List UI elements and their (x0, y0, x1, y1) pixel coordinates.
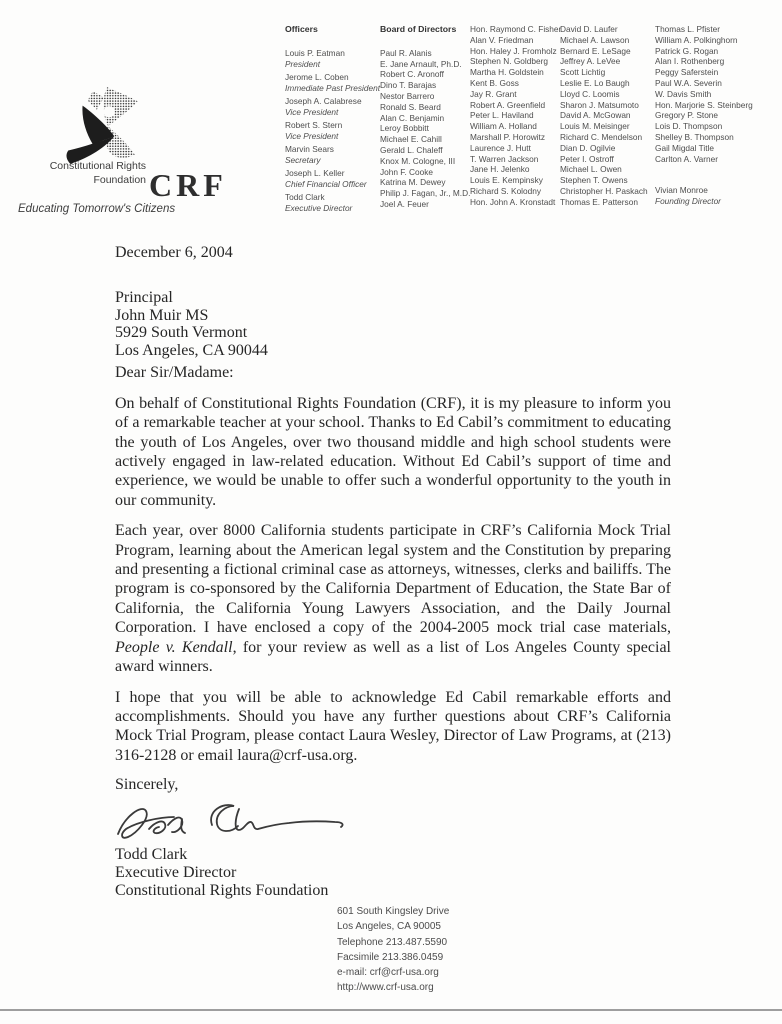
board-member: Stephen T. Owens (560, 175, 628, 186)
board-member: Thomas E. Patterson (560, 196, 638, 207)
board-member: Knox M. Cologne, III (380, 155, 456, 166)
board-member: Laurence J. Hutt (470, 142, 531, 153)
board-member: Philip J. Fagan, Jr., M.D. (380, 188, 471, 199)
founding-director-name: Vivian Monroe (655, 185, 708, 196)
officer-title: Executive Director (285, 202, 353, 213)
board-member: Alan I. Rothenberg (655, 56, 725, 67)
board-member: Hon. John A. Kronstadt (470, 196, 556, 207)
board-list-2 (470, 24, 561, 208)
officer-name: Jerome L. Coben (285, 71, 349, 82)
recipient-line: 5929 South Vermont (115, 324, 248, 342)
board-column-4 (655, 24, 753, 207)
letter-paragraph (115, 688, 671, 766)
board-member: Bernard E. LeSage (560, 45, 631, 56)
officer-entry (285, 72, 380, 94)
board-member: Hon. Marjorie S. Steinberg (655, 99, 753, 110)
board-member: Paul R. Alanis (380, 47, 432, 58)
board-member: Michael A. Lawson (560, 34, 630, 45)
board-member: Stephen N. Goldberg (470, 56, 548, 67)
board-member: Katrina M. Dewey (380, 177, 446, 188)
org-abbrev: CRF (149, 167, 227, 203)
recipient-line: Principal (115, 289, 173, 307)
board-member: Jeffrey A. LeVee (560, 56, 621, 67)
paragraphs (115, 394, 671, 765)
board-list-1 (380, 48, 470, 210)
officers-list (285, 48, 380, 214)
board-column-1 (380, 24, 470, 210)
contact-line: 601 South Kingsley Drive (337, 906, 450, 917)
recipient-address (115, 289, 671, 359)
officer-name: Marvin Sears (285, 143, 334, 154)
board-member: Peter L. Haviland (470, 110, 534, 121)
board-member: Ronald S. Beard (380, 101, 441, 112)
board-member: Dian D. Ogilvie (560, 142, 616, 153)
board-member: E. Jane Arnault, Ph.D. (380, 58, 462, 69)
officers-heading: Officers (285, 24, 318, 34)
contact-line: e-mail: crf@crf-usa.org (337, 967, 439, 979)
officer-name: Joseph A. Calabrese (285, 95, 362, 106)
board-member: Richard C. Mendelson (560, 131, 643, 142)
officer-title: Chief Financial Officer (285, 178, 367, 189)
board-column-2 (470, 24, 561, 208)
board-member: Robert C. Aronoff (380, 69, 444, 80)
board-member: John F. Cooke (380, 166, 434, 177)
paragraph-text: Each year, over 8000 California students participate in CRF’s California Mock Trial Program, learning about the American legal system and the Constitution by preparing and presenting a fictional criminal case as attorneys, witnesses, clerks and bailiffs. The program is co-sponsored by the California Department of Education, the State Bar of California, the California Young Lawyers Association, and the Daily Journal Corporation. I have enclosed a copy of the 2004-2005 mock trial case materials, (115, 522, 671, 637)
founding-director-block (655, 185, 753, 207)
board-member: Michael L. Owen (560, 164, 622, 175)
recipient-line: John Muir MS (115, 306, 209, 324)
board-member: Dino T. Barajas (380, 80, 437, 91)
board-member: T. Warren Jackson (470, 153, 539, 164)
board-member: Richard S. Kolodny (470, 185, 542, 196)
board-member: Christopher H. Paskach (560, 185, 648, 196)
board-member: Kent B. Goss (470, 77, 519, 88)
scan-edge-line (0, 1009, 782, 1011)
signature-handwriting (115, 798, 355, 848)
board-member: Scott Lichtig (560, 67, 606, 78)
contact-line: http://www.crf-usa.org (337, 982, 434, 994)
paragraph-text: On behalf of Constitutional Rights Foundation (CRF), it is my pleasure to inform you of a remarkable teacher at your school. Thanks to Ed Cabil’s commitment to educating the youth of Los Angeles, over two thousand middle and high school students were actively engaged in law-related education. Without Ed Cabil’s support of time and experience, we would be unable to offer such a wonderful opportunity to the youth in our community. (115, 394, 671, 509)
board-member: Paul W.A. Severin (655, 77, 722, 88)
board-list-4 (655, 24, 753, 164)
letter-paragraph (115, 521, 671, 676)
officer-entry (285, 48, 380, 70)
paragraph-text: , for your review as well as a list of Los Angeles County special award winners. (115, 638, 672, 676)
board-list-3 (560, 24, 648, 208)
officer-entry (285, 192, 380, 214)
letter-paragraph (115, 394, 671, 510)
board-member: Hon. Haley J. Fromholz (470, 45, 557, 56)
board-member: Peggy Saferstein (655, 67, 719, 78)
officer-entry (285, 96, 380, 118)
signer-line: Executive Director (115, 863, 237, 881)
board-member: Jane H. Jelenko (470, 164, 530, 175)
officer-entry (285, 144, 380, 166)
contact-block (337, 904, 449, 996)
paragraph-text: I hope that you will be able to acknowledge Ed Cabil remarkable efforts and accomplishments. Should you have any further questions about CRF’s California Mock Trial Program, please contact Laura Wesley, Director of Law Programs, at (213) 316-2128 or email laura@crf-usa.org. (115, 688, 671, 764)
board-member: David A. McGowan (560, 110, 631, 121)
officer-title: Immediate Past President (285, 82, 380, 93)
board-member: Michael E. Cahill (380, 134, 442, 145)
board-member: Leslie E. Lo Baugh (560, 77, 630, 88)
signer-line: Constitutional Rights Foundation (115, 881, 329, 899)
closing: Sincerely, (115, 776, 179, 794)
board-member: Robert A. Greenfield (470, 99, 546, 110)
board-member: Lois D. Thompson (655, 121, 723, 132)
officer-name: Joseph L. Keller (285, 167, 345, 178)
signer-block (115, 846, 671, 900)
board-member: W. Davis Smith (655, 88, 712, 99)
contact-line: Facsimile 213.386.0459 (337, 951, 444, 963)
letter-body (115, 243, 671, 900)
board-member: Patrick G. Rogan (655, 45, 719, 56)
board-member: Sharon J. Matsumoto (560, 99, 639, 110)
case-title: People v. Kendall (115, 638, 233, 656)
contact-line: Los Angeles, CA 90005 (337, 921, 441, 933)
board-member: William A. Polkinghorn (655, 34, 738, 45)
board-member: Hon. Raymond C. Fisher (470, 24, 562, 34)
officer-title: Vice President (285, 130, 339, 141)
org-name (26, 160, 146, 187)
board-member: Martha H. Goldstein (470, 67, 544, 78)
recipient-line: Los Angeles, CA 90044 (115, 341, 268, 359)
org-name-line2: Foundation (93, 173, 146, 186)
board-member: Shelley B. Thompson (655, 131, 734, 142)
board-member: Thomas L. Pfister (655, 24, 721, 34)
board-member: William A. Holland (470, 121, 537, 132)
board-member: Alan V. Friedman (470, 34, 534, 45)
officer-title: Vice President (285, 106, 339, 117)
officer-entry (285, 120, 380, 142)
board-member: Jay R. Grant (470, 88, 517, 99)
founding-director-title: Founding Director (655, 196, 721, 207)
board-member: Joel A. Feuer (380, 198, 429, 209)
letter-date: December 6, 2004 (115, 244, 233, 261)
officers-column (285, 24, 380, 216)
board-heading: Board of Directors (380, 24, 457, 34)
board-member: Louis M. Meisinger (560, 121, 630, 132)
officer-name: Louis P. Eatman (285, 47, 345, 58)
board-member: David D. Laufer (560, 24, 618, 34)
board-member: Gregory P. Stone (655, 110, 719, 121)
board-member: Lloyd C. Loomis (560, 88, 620, 99)
officer-name: Todd Clark (285, 191, 325, 202)
board-member: Carlton A. Varner (655, 153, 719, 164)
board-member: Gail Migdal Title (655, 142, 715, 153)
board-member: Louis E. Kempinsky (470, 175, 543, 186)
board-member: Marshall P. Horowitz (470, 131, 546, 142)
board-member: Peter I. Ostroff (560, 153, 614, 164)
officer-entry (285, 168, 380, 190)
board-column-3 (560, 24, 648, 208)
org-tagline: Educating Tomorrow's Citizens (18, 203, 176, 215)
officer-title: President (285, 58, 321, 69)
salutation: Dear Sir/Madame: (115, 364, 234, 382)
board-member: Alan C. Benjamin (380, 112, 445, 123)
crf-logo-icon (56, 84, 148, 166)
officer-name: Robert S. Stern (285, 119, 343, 130)
org-name-line1: Constitutional Rights (49, 160, 146, 172)
officer-title: Secretary (285, 154, 321, 165)
contact-line: Telephone 213.487.5590 (337, 936, 448, 948)
signer-line: Todd Clark (115, 845, 188, 863)
board-member: Nestor Barrero (380, 90, 435, 101)
board-member: Leroy Bobbitt (380, 123, 429, 134)
board-member: Gerald L. Chaleff (380, 144, 443, 155)
